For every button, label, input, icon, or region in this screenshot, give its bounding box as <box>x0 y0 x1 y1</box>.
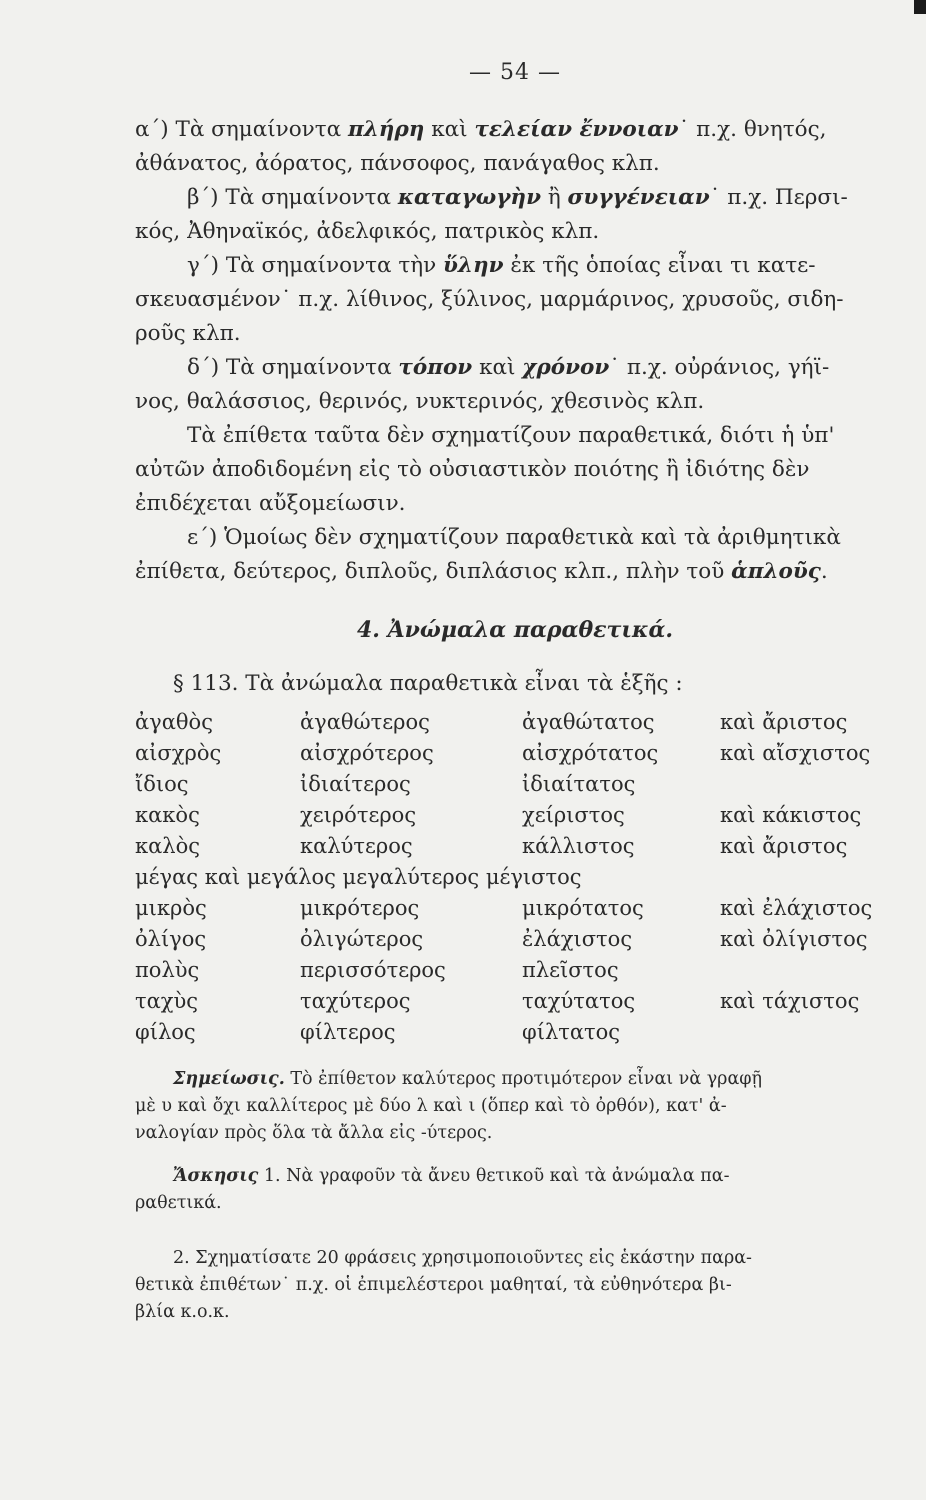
exercise-2-line-3: βλία κ.ο.κ. <box>135 1302 230 1322</box>
alt-superlative-form: καὶ ἐλάχιστος <box>720 896 873 920</box>
table-row <box>135 738 895 769</box>
table-row <box>135 955 895 986</box>
alt-superlative-form: καὶ τάχιστος <box>720 989 860 1013</box>
para-a-line-2: ἀθάνατος, ἀόρατος, πάνσοφος, πανάγαθος κλπ. <box>135 151 660 176</box>
positive-form: μικρὸς <box>135 896 207 920</box>
note-line-1 <box>135 1066 895 1093</box>
para-a-term-1: πλήρη <box>348 117 425 142</box>
alt-superlative-form <box>720 955 895 986</box>
megas-forms: μέγας καὶ μεγάλος μεγαλύτερος μέγιστος <box>135 865 582 889</box>
table-row <box>135 893 895 924</box>
comparative-form: φίλτερος <box>300 1020 396 1044</box>
para-a-term-2: τελείαν ἔννοιαν <box>474 117 679 142</box>
exercise-2-line-2: θετικὰ ἐπιθέτων˙ π.χ. οἱ ἐπιμελέστεροι μαθηταί, τὰ εὐθηνότερα βι- <box>135 1275 732 1295</box>
para-f-text: ἐπίθετα, δεύτερος, διπλοῦς, διπλάσιος κλπ., πλὴν τοῦ <box>135 559 732 584</box>
positive-form: ἴδιος <box>135 772 189 796</box>
comparative-form: ὀλιγώτερος <box>300 927 424 951</box>
para-b-line-2: κός, Ἀθηναϊκός, ἀδελφικός, πατρικὸς κλπ. <box>135 219 600 244</box>
para-b-term-2: συγγένειαν <box>567 185 710 210</box>
irregular-comparatives-table <box>135 707 895 1048</box>
note-line-2: μὲ υ καὶ ὄχι καλλίτερος μὲ δύο λ καὶ ι (ὅπερ καὶ τὸ ὀρθόν), κατ' ἀ- <box>135 1096 727 1116</box>
table-row <box>135 800 895 831</box>
exercise-label: Ἄσκησις <box>173 1166 259 1186</box>
para-b-conj: ἢ <box>540 185 568 210</box>
para-c-rest: ἐκ τῆς ὁποίας εἶναι τι κατε- <box>503 253 816 278</box>
superlative-form: μικρότατος <box>522 896 644 920</box>
para-b-text: β΄) Τὰ σημαίνοντα <box>187 185 398 210</box>
para-f-period: . <box>820 559 828 584</box>
para-f-line-1: ε΄) Ὁμοίως δὲν σχηματίζουν παραθετικὰ καὶ τὰ ἀριθμητικὰ <box>187 525 841 550</box>
positive-form: κακὸς <box>135 803 200 827</box>
para-e-line-2: αὐτῶν ἀποδιδομένη εἰς τὸ οὐσιαστικὸν ποιότης ἢ ἰδιότης δὲν <box>135 457 810 482</box>
comparative-form: ἀγαθώτερος <box>300 710 430 734</box>
exercise-2-line-1: 2. Σχηματίσατε 20 φράσεις χρησιμοποιοῦντες εἰς ἑκάστην παρα- <box>173 1248 752 1268</box>
para-d-text: δ΄) Τὰ σημαίνοντα <box>187 355 399 380</box>
comparative-form: ταχύτερος <box>300 989 411 1013</box>
para-a-line-1 <box>135 113 895 147</box>
positive-form: ὀλίγος <box>135 927 207 951</box>
superlative-form: ἰδιαίτατος <box>522 772 636 796</box>
alt-superlative-form: καὶ κάκιστος <box>720 803 862 827</box>
para-c-line-3: ροῦς κλπ. <box>135 321 241 346</box>
superlative-form: αἰσχρότατος <box>522 741 659 765</box>
comparative-form: αἰσχρότερος <box>300 741 434 765</box>
para-c-text: γ΄) Τὰ σημαίνοντα τὴν <box>187 253 444 278</box>
table-row <box>135 831 895 862</box>
para-a-conj: καὶ <box>424 117 475 142</box>
positive-form: ταχὺς <box>135 989 199 1013</box>
section-heading: 4. Ἀνώμαλα παραθετικά. <box>356 617 674 643</box>
para-d-line-1 <box>135 351 895 385</box>
para-d-term-1: τόπον <box>398 355 473 380</box>
para-f-line-2 <box>135 555 895 589</box>
para-d-conj: καὶ <box>472 355 523 380</box>
comparative-form: ἰδιαίτερος <box>300 772 411 796</box>
para-d-line-2: νος, θαλάσσιος, θερινός, νυκτερινός, χθεσινὸς κλπ. <box>135 389 705 414</box>
note-text: Τὸ ἐπίθετον καλύτερος προτιμότερον εἶναι νὰ γραφῇ <box>284 1069 763 1089</box>
table-row <box>135 924 895 955</box>
superlative-form: φίλτατος <box>522 1020 621 1044</box>
para-b-term-1: καταγωγὴν <box>397 185 541 210</box>
table-row <box>135 769 895 800</box>
para-e-line-1: Τὰ ἐπίθετα ταῦτα δὲν σχηματίζουν παραθετικά, διότι ἡ ὑπ' <box>187 423 835 448</box>
positive-form: φίλος <box>135 1020 196 1044</box>
para-a-examples: ˙ π.χ. θνητός, <box>678 117 827 142</box>
scan-edge-mark <box>914 0 926 14</box>
para-c-line-2: σκευασμένον˙ π.χ. λίθινος, ξύλινος, μαρμάρινος, χρυσοῦς, σιδη- <box>135 287 844 312</box>
note-label: Σημείωσις. <box>173 1069 285 1089</box>
alt-superlative-form: καὶ ὀλίγιστος <box>720 927 868 951</box>
alt-superlative-form: καὶ ἄριστος <box>720 834 848 858</box>
positive-form: καλὸς <box>135 834 201 858</box>
exercise-1-text: 1. Νὰ γραφοῦν τὰ ἄνευ θετικοῦ καὶ τὰ ἀνώμαλα πα- <box>258 1166 730 1186</box>
comparative-form: χειρότερος <box>300 803 417 827</box>
superlative-form: πλεῖστος <box>522 958 619 982</box>
comparative-form: μικρότερος <box>300 896 420 920</box>
positive-form: αἰσχρὸς <box>135 741 222 765</box>
alt-superlative-form <box>720 1017 895 1048</box>
table-row <box>135 1017 895 1048</box>
para-e-line-3: ἐπιδέχεται αὔξομείωσιν. <box>135 491 406 516</box>
table-row <box>135 986 895 1017</box>
superlative-form: ταχύτατος <box>522 989 636 1013</box>
para-c-term: ὕλην <box>443 253 504 278</box>
note-line-3: ναλογίαν πρὸς ὅλα τὰ ἄλλα εἰς -ύτερος. <box>135 1123 493 1143</box>
alt-superlative-form: καὶ ἄριστος <box>720 710 848 734</box>
superlative-form: κάλλιστος <box>522 834 635 858</box>
para-c-line-1 <box>135 249 895 283</box>
positive-form: πολὺς <box>135 958 200 982</box>
superlative-form: ἀγαθώτατος <box>522 710 655 734</box>
book-page <box>135 60 895 1326</box>
exercise-1-line-2: ραθετικά. <box>135 1193 222 1213</box>
para-f-term: ἁπλοῦς <box>731 559 821 584</box>
alt-superlative-form: καὶ αἴσχιστος <box>720 741 871 765</box>
comparative-form: καλύτερος <box>300 834 413 858</box>
para-d-term-2: χρόνον <box>522 355 610 380</box>
comparative-form: περισσότερος <box>300 958 446 982</box>
positive-form: ἀγαθὸς <box>135 710 213 734</box>
para-b-line-1 <box>135 181 895 215</box>
superlative-form: χείριστος <box>522 803 625 827</box>
page-number: — 54 — <box>469 60 561 85</box>
exercise-1-line-1 <box>135 1163 895 1190</box>
table-row-megas <box>135 862 895 893</box>
superlative-form: ἐλάχιστος <box>522 927 633 951</box>
para-d-examples: ˙ π.χ. οὐράνιος, γήϊ- <box>609 355 830 380</box>
para-b-examples: ˙ π.χ. Περσι- <box>709 185 848 210</box>
table-row <box>135 707 895 738</box>
section-intro: § 113. Τὰ ἀνώμαλα παραθετικὰ εἶναι τὰ ἑξῆς : <box>173 671 683 696</box>
para-a-text: α΄) Τὰ σημαίνοντα <box>135 117 348 142</box>
alt-superlative-form <box>720 769 895 800</box>
